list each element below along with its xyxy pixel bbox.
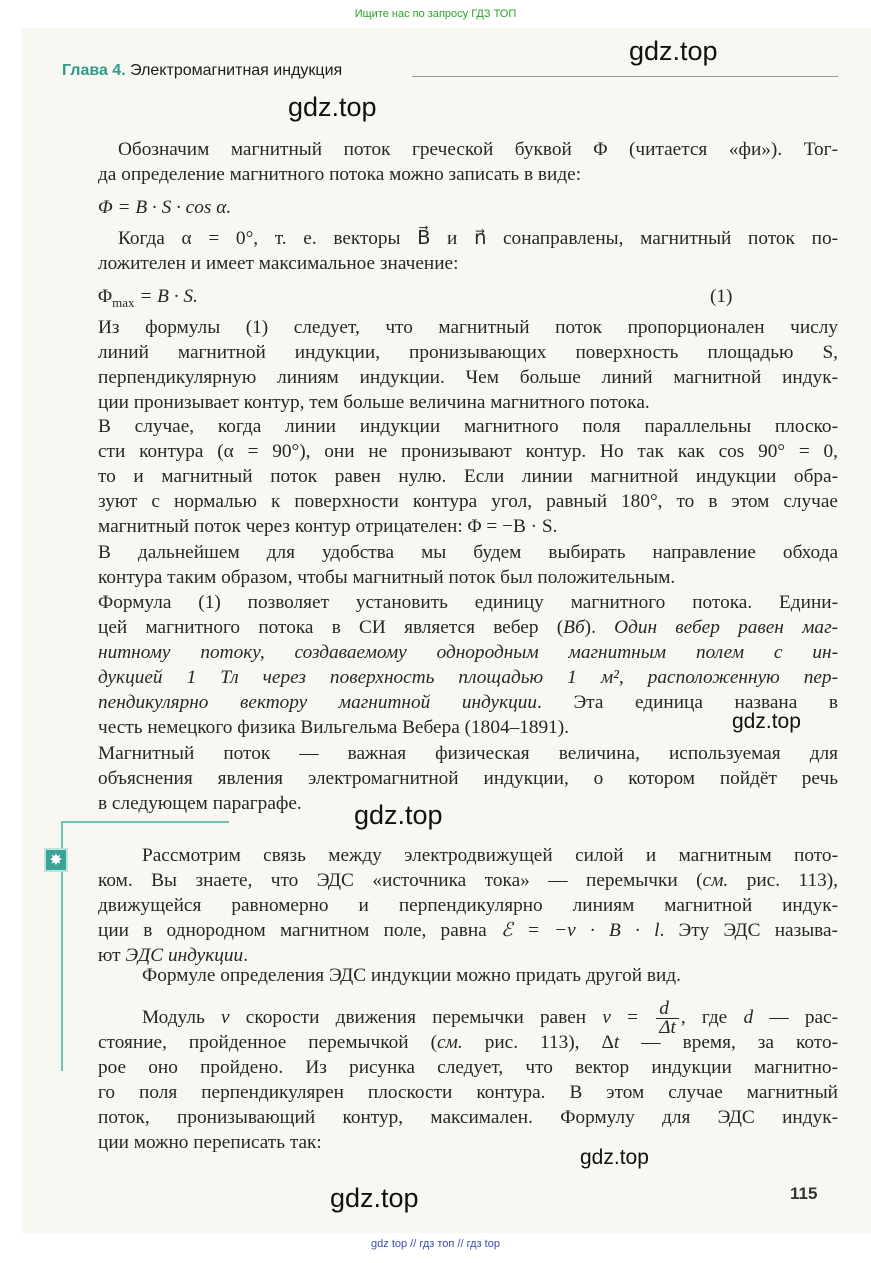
text-line: то и магнитный поток равен нулю. Если линии магнитной индукции обра- [98, 466, 838, 487]
paragraph-parallel-case [98, 414, 838, 539]
sidebar-rule [61, 821, 229, 823]
text-line: линий магнитной индукции, пронизывающих поверхность площадью S, [98, 342, 838, 363]
paragraph-importance [98, 741, 838, 816]
paragraph-velocity [98, 1000, 838, 1155]
page-number: 115 [790, 1184, 818, 1203]
formula-max-flux [98, 282, 838, 311]
paragraph-direction [98, 540, 838, 590]
text-line: го поля перпендикулярен плоскости контура. В этом случае магнитный [98, 1082, 838, 1103]
paragraph-other-form [142, 963, 838, 988]
text-line: Модуль v скорости движения перемычки равен v = $\frac{d}{\Delta t}$ , где d — рас- [142, 998, 839, 1038]
equation-number: (1) [710, 286, 733, 307]
chapter-title: Электромагнитная индукция [125, 62, 343, 79]
phi-symbol: Φ [98, 286, 113, 307]
phi-subscript: max [112, 294, 135, 310]
text-line: Магнитный поток — важная физическая величина, используемая для [98, 743, 838, 764]
formula-flux [98, 193, 838, 222]
fraction: $\frac{d}{\Delta t}$ [656, 1000, 679, 1037]
text-line: Рассмотрим связь между электродвижущей силой и магнитным пото- [142, 845, 838, 866]
top-banner[interactable]: Ищите нас по запросу ГДЗ ТОП [354, 8, 517, 20]
text-line: в следующем параграфе. [98, 793, 302, 814]
footer-links[interactable]: gdz top // гдз топ // гдз top [371, 1238, 500, 1250]
text-line: ции пронизывает контур, тем больше величина магнитного потока. [98, 392, 650, 413]
watermark: gdz.top [732, 710, 801, 733]
text-line: В случае, когда линии индукции магнитного поля параллельны плоско- [98, 416, 838, 437]
text-line: цей магнитного потока в СИ является вебер (Вб). Один вебер равен маг- [98, 617, 839, 638]
watermark: gdz.top [629, 36, 718, 66]
watermark: gdz.top [288, 92, 377, 122]
chapter-number: Глава 4. [62, 62, 126, 79]
text-line: контура таким образом, чтобы магнитный поток был положительным. [98, 567, 676, 588]
paragraph-emf-relation [98, 843, 838, 968]
chapter-header [62, 62, 342, 84]
watermark: gdz.top [580, 1146, 649, 1169]
paragraph-max-flux [98, 226, 838, 276]
text-line: рое оно пройдено. Из рисунка следует, что вектор индукции магнитно- [98, 1057, 838, 1078]
paragraph-proportional [98, 315, 838, 415]
text-line: сти контура (α = 90°), они не пронизывают контур. Но так как cos 90° = 0, [98, 441, 838, 462]
text-line: ком. Вы знаете, что ЭДС «источника тока» — перемычки (см. рис. 113), [98, 870, 838, 891]
text-line: Формуле определения ЭДС индукции можно придать другой вид. [142, 965, 681, 986]
text-line: стояние, пройденное перемычкой (см. рис. 113), Δt — время, за кото- [98, 1032, 838, 1053]
formula-rest: = B · S. [134, 286, 198, 307]
star-icon: ✸ [44, 848, 68, 872]
text-line: ложителен и имеет максимальное значение: [98, 253, 459, 274]
text-line: нитному потоку, создаваемому однородным магнитным полем с ин- [98, 642, 838, 663]
text-line: ции в однородном магнитном поле, равна ℰ = −v · B · l. Эту ЭДС называ- [98, 920, 838, 941]
paragraph-weber [98, 590, 838, 740]
text-line: ции можно переписать так: [98, 1132, 322, 1153]
formula-line: Φ = B · S · cos α. [98, 197, 232, 218]
text-line: Когда α = 0°, т. е. векторы B⃗ и n⃗ сонаправлены, магнитный поток по- [118, 228, 838, 249]
watermark: gdz.top [330, 1183, 419, 1213]
text-line: перпендикулярную линиям индукции. Чем больше линий магнитной индук- [98, 367, 838, 388]
text-line: зуют с нормалью к поверхности контура угол, равный 180°, то в этом случае [98, 491, 838, 512]
formula-line [98, 282, 838, 311]
header-rule [412, 76, 838, 77]
text-line: ют ЭДС индукции. [98, 945, 249, 966]
text-line: Обозначим магнитный поток греческой буквой Φ (читается «фи»). Тог- [118, 139, 838, 160]
watermark: gdz.top [354, 800, 443, 830]
text-line: Формула (1) позволяет установить единицу магнитного потока. Едини- [98, 592, 838, 613]
text-line: Из формулы (1) следует, что магнитный поток пропорционален числу [98, 317, 838, 338]
text-line: В дальнейшем для удобства мы будем выбирать направление обхода [98, 542, 838, 563]
text-line: объяснения явления электромагнитной индукции, о котором пойдёт речь [98, 768, 838, 789]
text-line: честь немецкого физика Вильгельма Вебера (1804–1891). [98, 717, 570, 738]
text-line: пендикулярно вектору магнитной индукции. Эта единица названа в [98, 692, 838, 713]
paragraph-flux-definition [98, 137, 838, 187]
text-line: дукцией 1 Тл через поверхность площадью 1 м², расположенную пер- [98, 667, 838, 688]
text-line: магнитный поток через контур отрицателен: Φ = −B · S. [98, 516, 558, 537]
text-line: да определение магнитного потока можно записать в виде: [98, 164, 582, 185]
text-line: движущейся равномерно и перпендикулярно линиям магнитной индук- [98, 895, 838, 916]
text-line: поток, пронизывающий контур, максимален. Формулу для ЭДС индук- [98, 1107, 838, 1128]
